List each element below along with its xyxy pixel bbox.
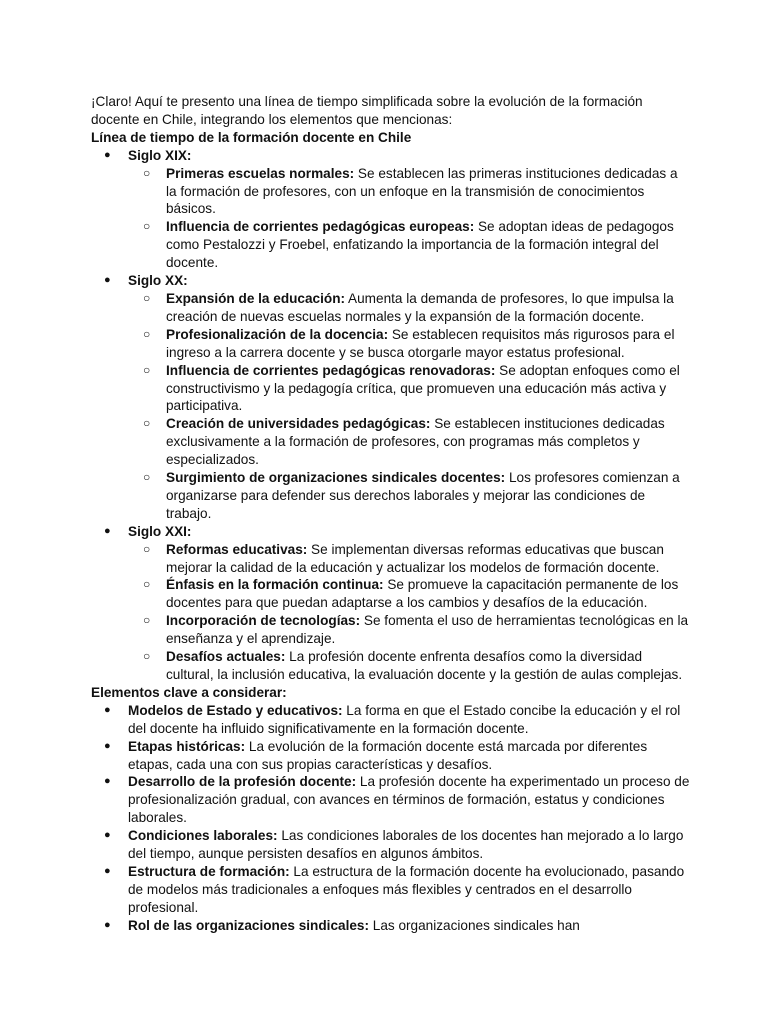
list-item (91, 541, 691, 577)
period-items (128, 290, 691, 523)
list-item (91, 290, 691, 326)
item-text: Aumenta la demanda de profesores, lo que impulsa la creación de nuevas escuelas normales y la expansión de la formación docente. (166, 290, 674, 324)
period-label: Siglo XIX: (128, 147, 192, 163)
bullet-icon: ● (104, 524, 111, 537)
item-text: Las condiciones laborales de los docentes han mejorado a lo largo del tiempo, aunque persisten desafíos en algunos ámbitos. (128, 828, 684, 862)
list-item (91, 702, 691, 738)
item-text: Se promueve la capacitación permanente de los docentes para que puedan adaptarse a los cambios y desafíos de la educación. (166, 577, 679, 611)
item-term: Estructura de formación: (128, 863, 290, 879)
hollow-bullet-icon: ○ (143, 290, 151, 305)
timeline-heading: Línea de tiempo de la formación docente en Chile (91, 129, 412, 145)
list-item (91, 773, 691, 827)
period-items (128, 541, 691, 684)
elements-list (91, 702, 691, 935)
list-item (91, 165, 691, 219)
item-text: Se adoptan enfoques como el constructivismo y la pedagogía crítica, que promueven una educación más activa y participativa. (166, 362, 680, 414)
bullet-icon: ● (104, 274, 111, 287)
item-term: Modelos de Estado y educativos: (128, 702, 343, 718)
item-term: Desafíos actuales: (166, 649, 286, 665)
list-item (91, 827, 691, 863)
item-term: Etapas históricas: (128, 738, 246, 754)
hollow-bullet-icon: ○ (143, 541, 151, 556)
timeline-period (91, 523, 691, 684)
bullet-icon: ● (104, 775, 111, 788)
item-term: Expansión de la educación: (166, 290, 346, 306)
list-item (91, 415, 691, 469)
list-item (91, 326, 691, 362)
timeline-period (91, 272, 691, 523)
item-text: La forma en que el Estado concibe la educación y el rol del docente ha influido significativamente en la formación docente. (128, 702, 681, 736)
period-label: Siglo XX: (128, 273, 188, 289)
item-text: Se establecen instituciones dedicadas exclusivamente a la formación de profesores, con programas más completos y especializados. (166, 416, 665, 468)
item-text: La evolución de la formación docente está marcada por diferentes etapas, cada una con sus propias características y desafíos. (128, 738, 648, 772)
hollow-bullet-icon: ○ (143, 416, 151, 431)
bullet-icon: ● (104, 829, 111, 842)
item-text: Se establecen las primeras instituciones dedicadas a la formación de profesores, con un enfoque en la transmisión de conocimientos básicos. (166, 165, 678, 217)
item-text: Se fomenta el uso de herramientas tecnológicas en la enseñanza y el aprendizaje. (166, 613, 689, 647)
hollow-bullet-icon: ○ (143, 362, 151, 377)
item-text: La estructura de la formación docente ha evolucionado, pasando de modelos más tradicionales a enfoques más flexibles y centrados en el desarrollo profesional. (128, 863, 685, 915)
item-term: Reformas educativas: (166, 541, 308, 557)
timeline-list (91, 147, 691, 684)
list-item (91, 738, 691, 774)
item-text: Los profesores comienzan a organizarse para defender sus derechos laborales y mejorar las condiciones de trabajo. (166, 470, 680, 521)
item-text: Se adoptan ideas de pedagogos como Pestalozzi y Froebel, enfatizando la importancia de la formación integral del docente. (166, 219, 674, 271)
list-item (91, 469, 691, 523)
hollow-bullet-icon: ○ (143, 219, 151, 234)
item-term: Surgimiento de organizaciones sindicales docentes: (166, 470, 506, 486)
bullet-icon: ● (104, 703, 111, 716)
hollow-bullet-icon: ○ (143, 577, 151, 592)
item-term: Condiciones laborales: (128, 828, 278, 844)
intro-paragraph: ¡Claro! Aquí te presento una línea de tiempo simplificada sobre la evolución de la formación docente en Chile, integrando los elementos que mencionas: (91, 94, 643, 127)
item-term: Incorporación de tecnologías: (166, 613, 361, 629)
elements-heading: Elementos clave a considerar: (91, 684, 287, 700)
list-item (91, 917, 691, 935)
hollow-bullet-icon: ○ (143, 649, 151, 664)
bullet-icon: ● (104, 918, 111, 931)
item-term: Influencia de corrientes pedagógicas renovadoras: (166, 362, 496, 378)
list-item (91, 576, 691, 612)
item-term: Rol de las organizaciones sindicales: (128, 917, 369, 933)
item-text: La profesión docente ha experimentado un proceso de profesionalización gradual, con avances en términos de formación, estatus y condiciones laborales. (128, 774, 690, 826)
item-term: Énfasis en la formación continua: (166, 577, 384, 593)
hollow-bullet-icon: ○ (143, 470, 151, 485)
item-text: La profesión docente enfrenta desafíos como la diversidad cultural, la inclusión educativa, la evaluación docente y la gestión de aulas complejas. (166, 649, 683, 682)
period-label: Siglo XXI: (128, 523, 192, 539)
hollow-bullet-icon: ○ (143, 326, 151, 341)
timeline-period (91, 147, 691, 272)
list-item (91, 612, 691, 648)
bullet-icon: ● (104, 739, 111, 752)
item-term: Desarrollo de la profesión docente: (128, 774, 357, 790)
hollow-bullet-icon: ○ (143, 613, 151, 628)
item-text: Se implementan diversas reformas educativas que buscan mejorar la calidad de la educación y actualizar los modelos de formación docente. (166, 541, 664, 575)
bullet-icon: ● (104, 148, 111, 161)
list-item (91, 648, 691, 684)
item-text: Las organizaciones sindicales han (369, 917, 580, 933)
item-term: Creación de universidades pedagógicas: (166, 416, 431, 432)
list-item (91, 362, 691, 416)
item-term: Profesionalización de la docencia: (166, 326, 389, 342)
item-term: Primeras escuelas normales: (166, 165, 355, 181)
item-term: Influencia de corrientes pedagógicas europeas: (166, 219, 475, 235)
period-items (128, 165, 691, 272)
document-body (91, 93, 691, 935)
list-item (91, 863, 691, 917)
item-text: Se establecen requisitos más rigurosos para el ingreso a la carrera docente y se busca otorgarle mayor estatus profesional. (166, 326, 675, 360)
hollow-bullet-icon: ○ (143, 165, 151, 180)
bullet-icon: ● (104, 864, 111, 877)
list-item (91, 218, 691, 272)
